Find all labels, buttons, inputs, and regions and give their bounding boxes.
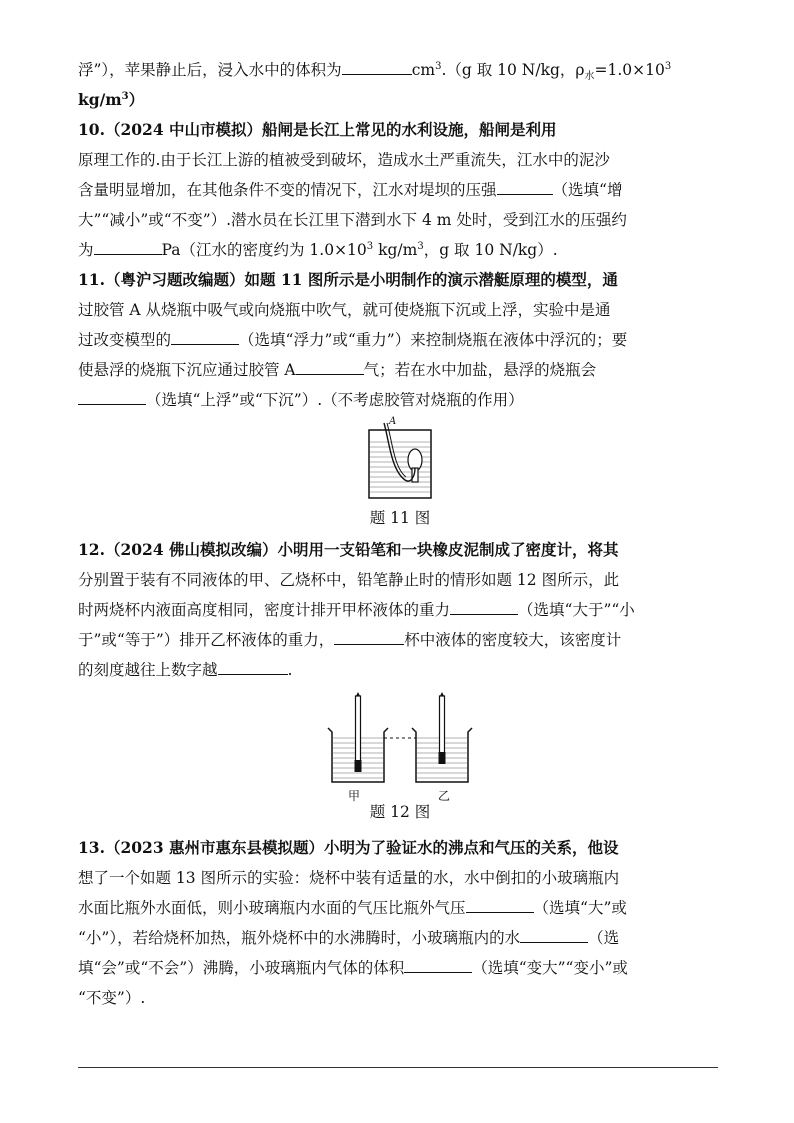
line-1: 浮”），苹果静止后，浸入水中的体积为 $cm^3.(g$ 取 10 N/kg，$\rho_水=1.0\times 10^3$ (78, 55, 718, 85)
question-10: 10.（2024 中山市模拟）船闸是长江上常见的水利设施，船闸是利用 (78, 120, 557, 139)
answer-blank[interactable] (218, 659, 288, 676)
answer-blank[interactable] (497, 179, 553, 196)
answer-blank[interactable] (78, 389, 146, 406)
line-2: $kg/m^3$） (78, 90, 145, 109)
answer-blank[interactable] (520, 927, 588, 944)
footer-rule (78, 1067, 718, 1068)
figure-12 (320, 690, 480, 830)
answer-blank[interactable] (466, 897, 534, 914)
answer-blank[interactable] (450, 599, 518, 616)
figure-11-label-a: A (389, 416, 397, 427)
figure-11-caption: 题 11 图 (369, 509, 431, 527)
question-13: 13.（2023 惠州市惠东县模拟题）小明为了验证水的沸点和气压的关系，他设 (78, 838, 619, 857)
beaker-label-jia: 甲 (348, 789, 361, 803)
answer-blank[interactable] (296, 359, 364, 376)
figure-12-caption: 题 12 图 (369, 803, 431, 821)
density-meter-diagram (320, 690, 480, 790)
answer-blank[interactable] (334, 629, 404, 646)
text-block-middle: 12.（2024 佛山模拟改编）小明用一支铅笔和一块橡皮泥制成了密度计，将其 分别置于装有不同液体的甲、乙烧杯中，铅笔静止时的情形如题 12 图所示，此 时两烧杯内液面高度相同，密度计排开甲杯液体的重力 （选填“大于”“小 于”或“等于”）排开乙杯液体的重力， 杯中液体的密度较大，该密度计 的刻度越往上数字越 . (78, 535, 718, 685)
question-11: 11.（粤沪习题改编题）如题 11 图所示是小明制作的演示潜艇原理的模型，通 (78, 270, 618, 289)
figure-11 (355, 416, 445, 532)
answer-blank[interactable] (171, 329, 239, 346)
answer-blank[interactable] (94, 239, 162, 256)
text-block-top: 浮”），苹果静止后，浸入水中的体积为 $cm^3.(g$ 取 10 N/kg，$\rho_水=1.0\times 10^3$ $kg/m^3$） 10.（2024 中山市模拟）船闸是长江上常见的水利设施，船闸是利用 原理工作的.由于长江上游的植被受到破坏，造成水土严重流失，江水中的泥沙 含量明显增加，在其他条件不变的情况下，江水对堤坝的压强 （选填“增 大”“减小”或“不变”）.潜水员在长江里下潜到水下 4 m 处时，受到江水的压强约 为 Pa（江水的密度约为 $1.0\times 10^3$ $kg/m^3$，g 取 10 N/kg）. 11.（粤沪习题改编题）如题 11 图所示是小明制作的演示潜艇原理的模型，通 过胶管 A 从烧瓶中吸气或向烧瓶中吹气，就可使烧瓶下沉或上浮，实验中是通 过改变模型的 （选填“浮力”或“重力”）来控制烧瓶在液体中浮沉的；要 使悬浮的烧瓶下沉应通过胶管 A 气；若在水中加盐，悬浮的烧瓶会 （选填“上浮”或“下沉”）.（不考虑胶管对烧瓶的作用） (78, 55, 718, 415)
submarine-model-diagram (365, 420, 435, 502)
beaker-label-yi: 乙 (438, 789, 451, 803)
text-block-bottom: 13.（2023 惠州市惠东县模拟题）小明为了验证水的沸点和气压的关系，他设 想了一个如题 13 图所示的实验：烧杯中装有适量的水，水中倒扣的小玻璃瓶内 水面比瓶外水面低，则小玻璃瓶内水面的气压比瓶外气压 （选填“大”或 “小”），若给烧杯加热，瓶外烧杯中的水沸腾时，小玻璃瓶内的水 （选 填“会”或“不会”）沸腾，小玻璃瓶内气体的体积 （选填“变大”“变小”或 “不变”）. (78, 833, 718, 1013)
answer-blank[interactable] (404, 957, 472, 974)
answer-blank[interactable] (342, 59, 412, 76)
question-12: 12.（2024 佛山模拟改编）小明用一支铅笔和一块橡皮泥制成了密度计，将其 (78, 540, 619, 559)
